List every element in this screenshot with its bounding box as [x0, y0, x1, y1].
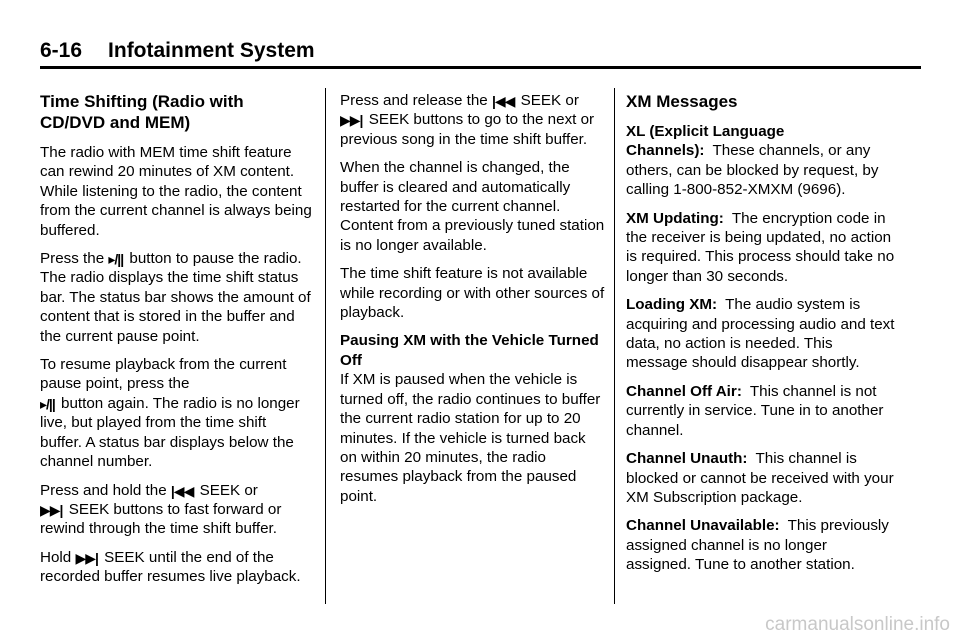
- paragraph: The radio with MEM time shift feature can rewind 20 minutes of XM content. While listening to the radio, the content from the current channel is always being buffered.: [40, 144, 312, 239]
- paragraph: Press the ▸/|| button to pause the radio. The radio displays the time shift status bar. The status bar shows the amount of content that is stored in the buffer and the current pause point.: [40, 250, 311, 345]
- paragraph: Press and release the |◀◀ SEEK or ▶▶| SEEK buttons to go to the next or previous song in the time shift buffer.: [340, 92, 595, 148]
- column-2: [340, 91, 606, 515]
- time-shifting-heading: Time Shifting (Radio with CD/DVD and MEM): [40, 92, 244, 132]
- section-title: Infotainment System: [108, 39, 315, 62]
- paragraph: Hold ▶▶| SEEK until the end of the recorded buffer resumes live playback.: [40, 548, 301, 586]
- play-pause-icon: ▸/||: [40, 395, 55, 412]
- watermark: carmanualsonline.info: [765, 614, 950, 635]
- paragraph: To resume playback from the current pause point, press the ▸/|| button again. The radio is no longer live, but played from the time shift buffer. A status bar displays below the channel number.: [40, 356, 300, 471]
- message-item: XL (Explicit Language Channels): These channels, or any others, can be blocked by request, by calling 1-800-852-XMXM (9696).: [626, 123, 879, 199]
- message-item: Channel Unavailable: This previously assigned channel is no longer assigned. Tune to another station.: [626, 517, 889, 574]
- message-item: XM Updating: The encryption code in the receiver is being updated, no action is required. This process should take no longer than 30 seconds.: [626, 209, 895, 285]
- seek-back-icon: |◀◀: [170, 482, 194, 499]
- seek-forward-icon: ▶▶|: [340, 112, 363, 129]
- xm-messages-heading: XM Messages: [626, 92, 738, 111]
- paragraph: When the channel is changed, the buffer is cleared and automatically restarted for the current channel. Content from a previously tuned station is no longer available.: [340, 159, 605, 254]
- paragraph: If XM is paused when the vehicle is turned off, the radio continues to buffer the current radio station for up to 20 minutes. If the vehicle is turned back on within 20 minutes, the radio resumes playback from the paused point.: [340, 371, 601, 505]
- page-number: 6-16: [40, 39, 83, 62]
- message-item: Channel Off Air: This channel is not currently in service. Tune in to another channel.: [626, 382, 884, 439]
- column-divider-2: [614, 88, 615, 604]
- paragraph: Press and hold the |◀◀ SEEK or ▶▶| SEEK buttons to fast forward or rewind through the time shift buffer.: [40, 481, 282, 538]
- paragraph: The time shift feature is not available while recording or with other sources of playback.: [340, 265, 605, 322]
- seek-forward-icon: ▶▶|: [75, 549, 98, 566]
- column-divider-1: [325, 88, 326, 604]
- pausing-xm-subheading: Pausing XM with the Vehicle Turned Off: [340, 332, 599, 369]
- play-pause-icon: ▸/||: [108, 251, 124, 268]
- message-item: Channel Unauth: This channel is blocked or cannot be received with your XM Subscription package.: [626, 450, 894, 506]
- column-1: [40, 91, 312, 596]
- seek-forward-icon: ▶▶|: [40, 501, 63, 518]
- message-item: Loading XM: The audio system is acquiring and processing audio and text data, no action is needed. This message should disappear shortly.: [626, 296, 895, 372]
- header-rule: [40, 66, 921, 69]
- column-3: [626, 91, 896, 584]
- page-header: [40, 38, 920, 64]
- seek-back-icon: |◀◀: [491, 93, 515, 109]
